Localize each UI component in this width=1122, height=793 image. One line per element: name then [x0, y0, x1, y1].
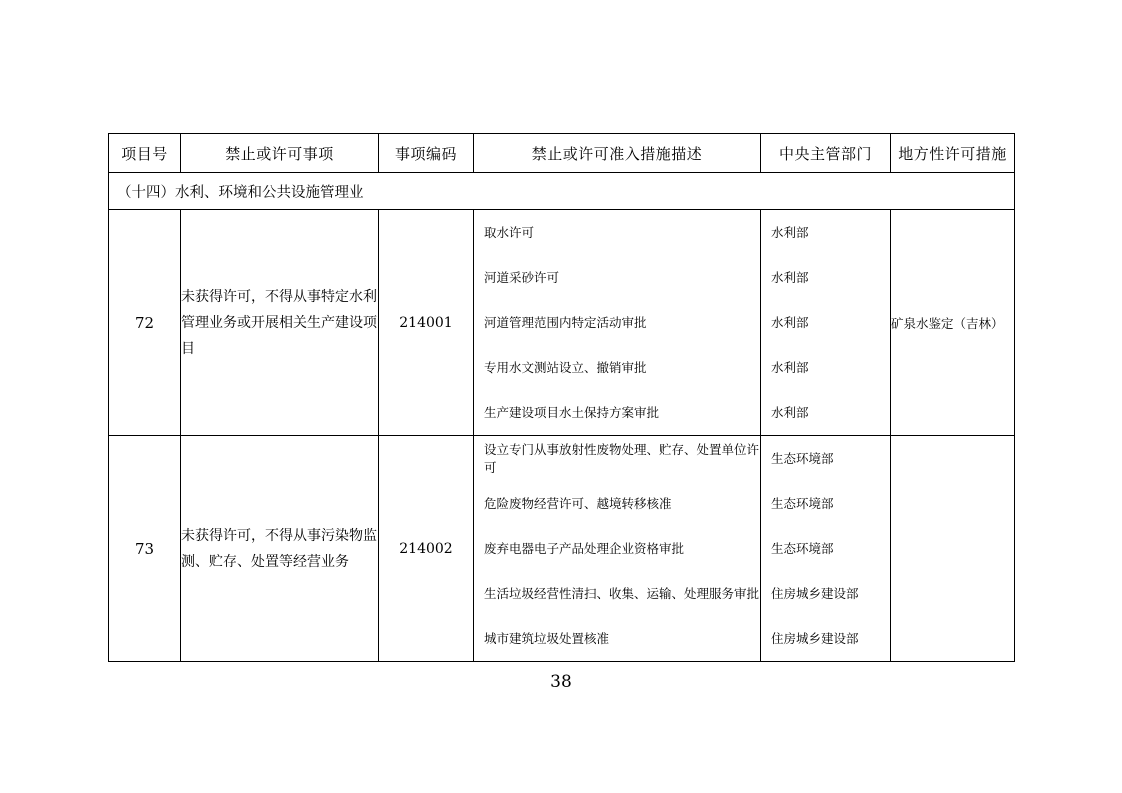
row-title: 未获得许可，不得从事特定水利管理业务或开展相关生产建设项目	[181, 210, 379, 436]
authority-name: 水利部	[771, 359, 809, 375]
measure-desc: 河道采砂许可	[484, 269, 560, 285]
measure-item	[474, 436, 760, 481]
row-code: 214001	[379, 210, 474, 436]
measure-item	[474, 526, 760, 571]
measure-item	[474, 390, 760, 435]
measure-desc: 生活垃圾经营性清扫、收集、运输、处理服务审批	[484, 585, 760, 601]
measure-desc: 设立专门从事放射性废物处理、贮存、处置单位许可	[484, 441, 760, 475]
authority-name: 生态环境部	[771, 540, 834, 556]
column-header-measure-description: 禁止或许可准入措施描述	[474, 134, 761, 173]
authority-item	[761, 210, 890, 255]
measure-item	[474, 616, 760, 661]
authority-name: 生态环境部	[771, 450, 834, 466]
table-row	[109, 210, 1015, 436]
authority-item	[761, 345, 890, 390]
column-header-prohibition-item: 禁止或许可事项	[181, 134, 379, 173]
authority-name: 水利部	[771, 404, 809, 420]
column-header-item-code: 事项编码	[379, 134, 474, 173]
column-header-central-authority: 中央主管部门	[761, 134, 891, 173]
section-title: （十四）水利、环境和公共设施管理业	[109, 173, 1015, 210]
table-row	[109, 436, 1015, 662]
authority-name: 水利部	[771, 269, 809, 285]
authority-item	[761, 481, 890, 526]
measure-desc: 河道管理范围内特定活动审批	[484, 314, 647, 330]
authority-name: 水利部	[771, 224, 809, 240]
measure-description-list	[474, 436, 760, 661]
row-title: 未获得许可，不得从事污染物监测、贮存、处置等经营业务	[181, 436, 379, 662]
authority-item	[761, 526, 890, 571]
measure-desc: 生产建设项目水土保持方案审批	[484, 404, 660, 420]
central-authority-cell	[761, 436, 891, 662]
measure-desc: 城市建筑垃圾处置核准	[484, 630, 610, 646]
row-code: 214002	[379, 436, 474, 662]
local-permit-measure: 矿泉水鉴定（吉林）	[891, 210, 1015, 436]
authority-name: 住房城乡建设部	[771, 630, 859, 646]
page-number: 38	[550, 672, 572, 692]
measure-description-list	[474, 210, 760, 435]
measure-item	[474, 210, 760, 255]
authority-item	[761, 390, 890, 435]
table-header-row	[109, 134, 1015, 173]
authority-name: 住房城乡建设部	[771, 585, 859, 601]
measure-description-cell	[474, 436, 761, 662]
authority-name: 水利部	[771, 314, 809, 330]
local-permit-measure	[891, 436, 1015, 662]
row-index: 72	[109, 210, 181, 436]
authority-item	[761, 571, 890, 616]
measure-item	[474, 300, 760, 345]
measure-item	[474, 255, 760, 300]
row-index: 73	[109, 436, 181, 662]
permit-items-table	[108, 133, 1015, 662]
authority-item	[761, 616, 890, 661]
authority-item	[761, 255, 890, 300]
measure-item	[474, 481, 760, 526]
authority-name: 生态环境部	[771, 495, 834, 511]
column-header-item-number: 项目号	[109, 134, 181, 173]
measure-item	[474, 345, 760, 390]
central-authority-list	[761, 210, 890, 435]
authority-item	[761, 300, 890, 345]
column-header-local-permit: 地方性许可措施	[891, 134, 1015, 173]
authority-item	[761, 436, 890, 481]
measure-item	[474, 571, 760, 616]
measure-desc: 取水许可	[484, 224, 535, 240]
central-authority-list	[761, 436, 890, 661]
measure-desc: 专用水文测站设立、撤销审批	[484, 359, 647, 375]
central-authority-cell	[761, 210, 891, 436]
measure-desc: 废弃电器电子产品处理企业资格审批	[484, 540, 685, 556]
section-title-row	[109, 173, 1015, 210]
measure-description-cell	[474, 210, 761, 436]
measure-desc: 危险废物经营许可、越境转移核准	[484, 495, 672, 511]
